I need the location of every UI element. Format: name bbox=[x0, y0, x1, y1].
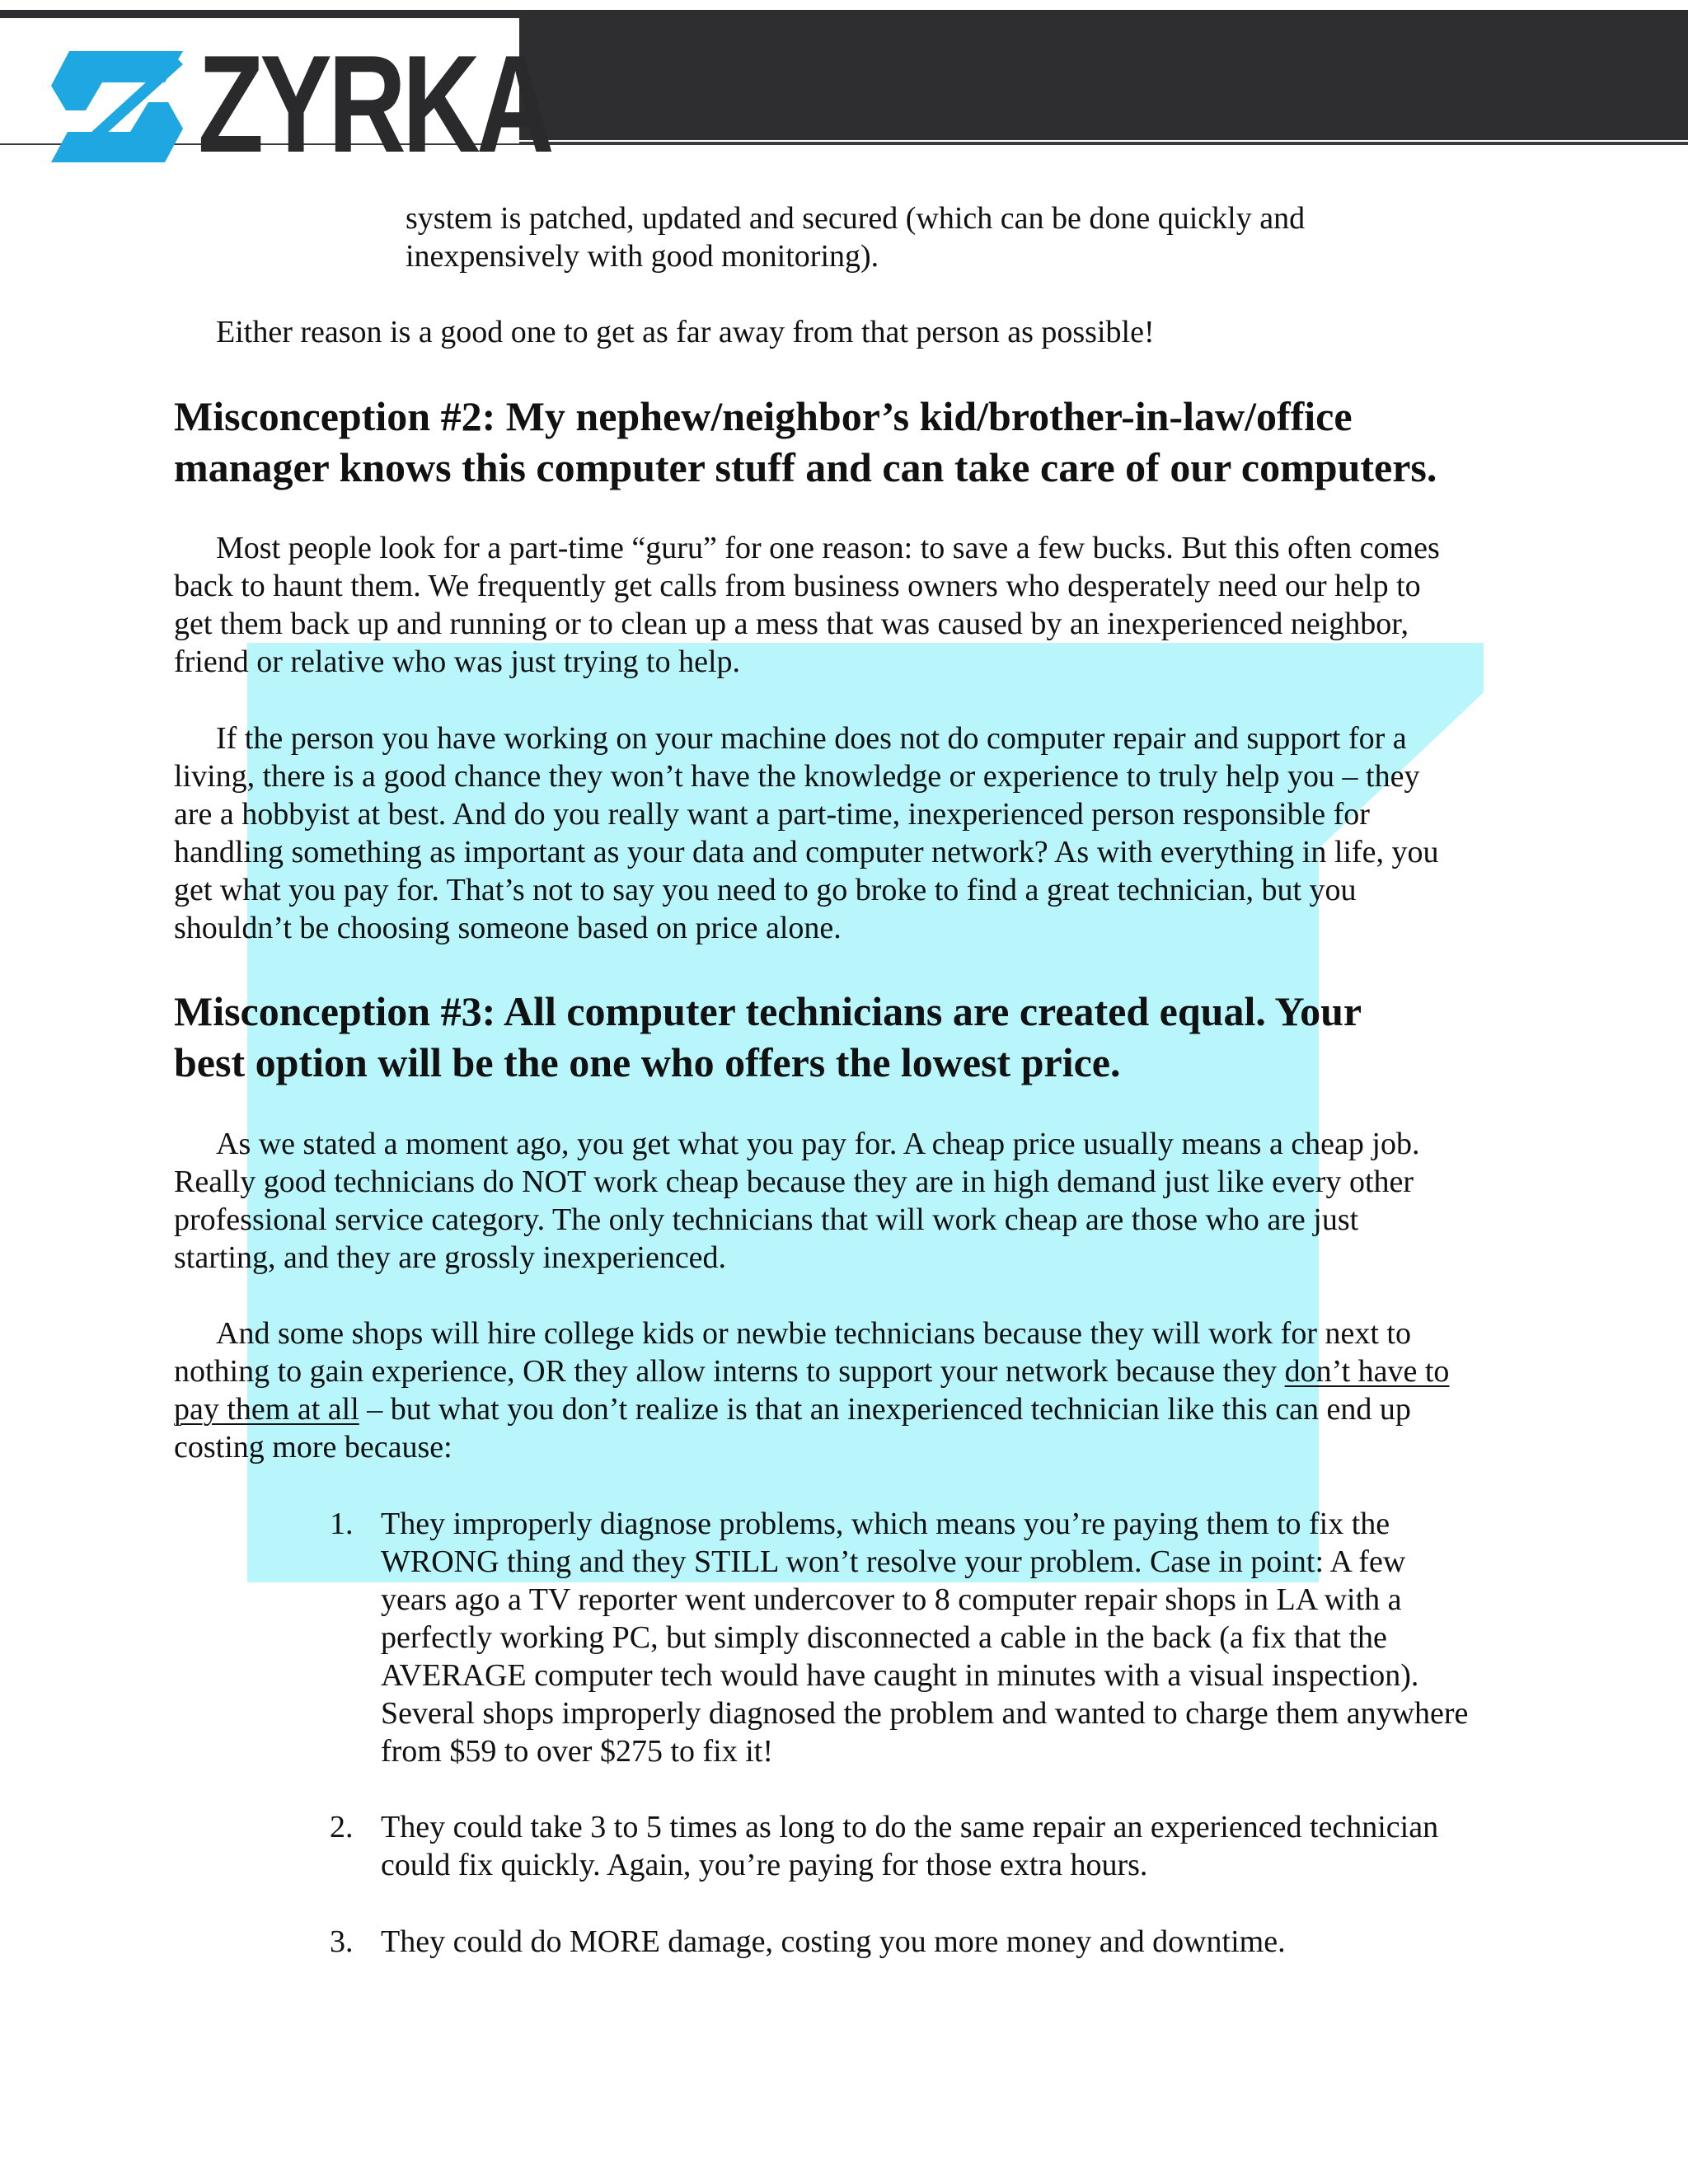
text-line: inexpensively with good monitoring). bbox=[406, 239, 879, 274]
text-line: They could take 3 to 5 times as long to do the same repair an experienced technician bbox=[381, 1810, 1439, 1844]
list-number: 1. bbox=[330, 1507, 354, 1541]
text-line: WRONG thing and they STILL won’t resolve your problem. Case in point: A few bbox=[381, 1544, 1406, 1579]
either-reason-paragraph bbox=[216, 313, 1658, 351]
text-line: get what you pay for. That’s not to say you need to go broke to find a great technician, but you bbox=[174, 873, 1357, 907]
text-line: professional service category. The only technicians that will work cheap are those who are just bbox=[174, 1202, 1359, 1237]
misconception-2-paragraph-2 bbox=[174, 719, 1616, 947]
text-line: If the person you have working on your machine does not do computer repair and support for a bbox=[216, 721, 1407, 756]
text-line: Most people look for a part-time “guru” for one reason: to save a few bucks. But this often comes bbox=[216, 531, 1440, 565]
text-line: As we stated a moment ago, you get what you pay for. A cheap price usually means a cheap job. bbox=[216, 1127, 1420, 1161]
heading-line: Misconception #3: All computer technicians are created equal. Your bbox=[174, 988, 1362, 1034]
text-line: system is patched, updated and secured (which can be done quickly and bbox=[406, 201, 1306, 236]
text-line: could fix quickly. Again, you’re paying for those extra hours. bbox=[381, 1848, 1148, 1882]
text-run: – but what you don’t realize is that an inexperienced technician like this can end up bbox=[359, 1392, 1411, 1427]
underlined-text: pay them at all bbox=[174, 1392, 359, 1427]
misconception-3-paragraph-1 bbox=[174, 1125, 1616, 1277]
underlined-text: don’t have to bbox=[1284, 1354, 1450, 1389]
list-number: 2. bbox=[330, 1810, 354, 1844]
text-line: costing more because: bbox=[174, 1430, 452, 1465]
text-line: are a hobbyist at best. And do you really want a part-time, inexperienced person responsible for bbox=[174, 797, 1370, 832]
text-line: from $59 to over $275 to fix it! bbox=[381, 1734, 773, 1769]
text-line: Either reason is a good one to get as far away from that person as possible! bbox=[216, 315, 1155, 349]
logo-wordmark: ZYRKA bbox=[198, 26, 551, 181]
text-line: Several shops improperly diagnosed the problem and wanted to charge them anywhere bbox=[381, 1696, 1469, 1731]
heading-line: best option will be the one who offers the lowest price. bbox=[174, 1039, 1121, 1085]
text-line bbox=[174, 1390, 1616, 1428]
list-item-text bbox=[381, 1808, 1667, 1884]
text-line: Really good technicians do NOT work cheap because they are in high demand just like every other bbox=[174, 1165, 1414, 1199]
continued-paragraph bbox=[406, 199, 1688, 275]
text-line bbox=[174, 1352, 1616, 1390]
misconception-3-paragraph-2 bbox=[174, 1315, 1616, 1466]
text-line: back to haunt them. We frequently get calls from business owners who desperately need our help to bbox=[174, 569, 1421, 603]
heading-line: manager knows this computer stuff and can take care of our computers. bbox=[174, 444, 1437, 490]
misconception-2-paragraph-1 bbox=[174, 529, 1616, 681]
text-line: years ago a TV reporter went undercover to 8 computer repair shops in LA with a bbox=[381, 1582, 1402, 1617]
misconception-3-heading bbox=[174, 986, 1362, 1088]
text-run: nothing to gain experience, OR they allow interns to support your network because they bbox=[174, 1354, 1285, 1389]
heading-line: Misconception #2: My nephew/neighbor’s kid/brother-in-law/office bbox=[174, 393, 1353, 439]
list-item-text bbox=[381, 1923, 1667, 1961]
text-line: handling something as important as your data and computer network? As with everything in life, you bbox=[174, 835, 1439, 869]
text-line: starting, and they are grossly inexperienced. bbox=[174, 1240, 727, 1275]
misconception-2-heading bbox=[174, 391, 1437, 493]
text-line: living, there is a good chance they won’t have the knowledge or experience to truly help you – they bbox=[174, 759, 1420, 794]
text-line: AVERAGE computer tech would have caught in minutes with a visual inspection). bbox=[381, 1658, 1419, 1693]
text-line: They could do MORE damage, costing you more money and downtime. bbox=[381, 1924, 1286, 1959]
text-line: perfectly working PC, but simply disconnected a cable in the back (a fix that the bbox=[381, 1620, 1387, 1655]
list-item-text bbox=[381, 1505, 1667, 1770]
text-line: friend or relative who was just trying to help. bbox=[174, 644, 741, 679]
text-line: They improperly diagnose problems, which means you’re paying them to fix the bbox=[381, 1507, 1390, 1541]
text-line: And some shops will hire college kids or newbie technicians because they will work for next to bbox=[216, 1316, 1411, 1351]
text-line: get them back up and running or to clean up a mess that was caused by an inexperienced neighbor, bbox=[174, 607, 1409, 641]
list-number: 3. bbox=[330, 1924, 354, 1959]
text-line: shouldn’t be choosing someone based on price alone. bbox=[174, 911, 842, 945]
